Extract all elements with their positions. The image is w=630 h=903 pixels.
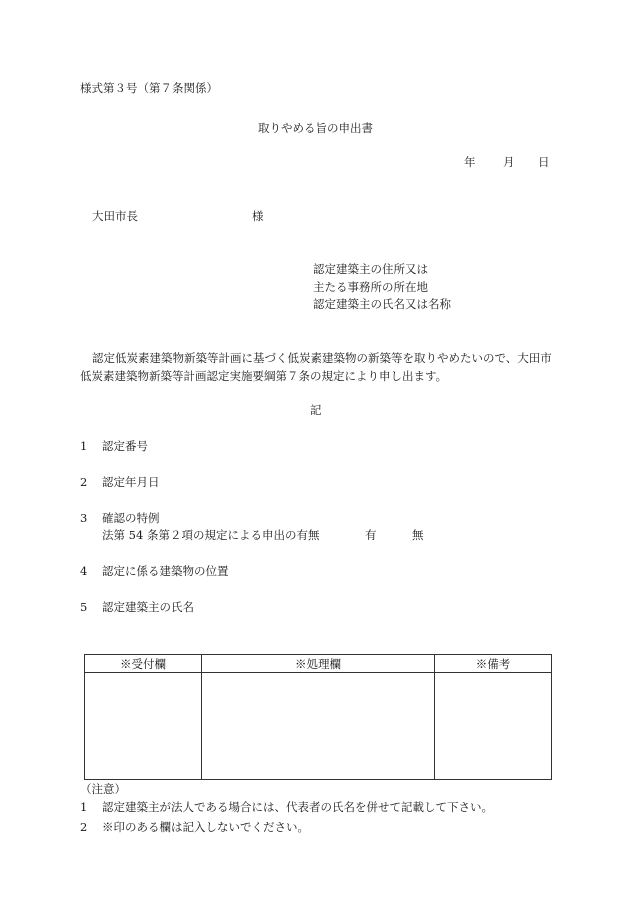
item-number: 2 bbox=[80, 475, 88, 489]
note-text: 認定建築主が法人である場合には、代表者の氏名を併せて記載して下さい。 bbox=[102, 800, 493, 814]
item-number: 5 bbox=[80, 600, 88, 614]
header-processing: ※処理欄 bbox=[202, 655, 435, 673]
header-remarks: ※備考 bbox=[435, 655, 552, 673]
page-title: 取りやめる旨の申出書 bbox=[258, 121, 373, 135]
date-day: 日 bbox=[538, 155, 550, 169]
option-yes[interactable]: 有 bbox=[365, 528, 377, 542]
notes-heading: （注意） bbox=[80, 782, 126, 796]
item-number: 3 bbox=[80, 511, 88, 525]
applicant-name-label: 認定建築主の氏名又は名称 bbox=[313, 297, 451, 311]
office-use-table bbox=[84, 654, 552, 780]
date-year: 年 bbox=[464, 155, 476, 169]
applicant-address-label: 認定建築主の住所又は bbox=[313, 262, 428, 276]
body-line-2: 低炭素建築物新築等計画認定実施要綱第７条の規定により申し出ます。 bbox=[80, 369, 448, 383]
addressee-name: 大田市長 bbox=[92, 209, 138, 223]
table-body-row bbox=[85, 673, 552, 780]
ki-heading: 記 bbox=[310, 403, 322, 417]
cell-processing bbox=[202, 673, 435, 780]
item-number: 4 bbox=[80, 564, 88, 578]
addressee-honorific: 様 bbox=[252, 209, 264, 223]
cell-remarks bbox=[435, 673, 552, 780]
item-3-subtext: 法第 54 条第２項の規定による申出の有無 bbox=[102, 528, 320, 542]
note-number: 1 bbox=[80, 800, 88, 814]
date-month: 月 bbox=[503, 155, 515, 169]
item-building-location: 認定に係る建築物の位置 bbox=[102, 564, 229, 578]
note-number: 2 bbox=[80, 820, 88, 834]
form-id: 様式第３号（第７条関係） bbox=[80, 81, 218, 95]
item-certification-date: 認定年月日 bbox=[102, 475, 160, 489]
item-builder-name: 認定建築主の氏名 bbox=[102, 600, 194, 614]
table-header-row bbox=[85, 655, 552, 673]
cell-reception bbox=[85, 673, 202, 780]
body-line-1: 認定低炭素建築物新築等計画に基づく低炭素建築物の新築等を取りやめたいので、大田市 bbox=[92, 351, 552, 365]
item-certification-number: 認定番号 bbox=[102, 439, 148, 453]
option-no[interactable]: 無 bbox=[412, 528, 424, 542]
note-text: ※印のある欄は記入しないでください。 bbox=[102, 820, 309, 834]
applicant-office-label: 主たる事務所の所在地 bbox=[313, 280, 428, 294]
item-confirmation-exception: 確認の特例 bbox=[102, 511, 160, 525]
header-reception: ※受付欄 bbox=[85, 655, 202, 673]
item-number: 1 bbox=[80, 439, 88, 453]
